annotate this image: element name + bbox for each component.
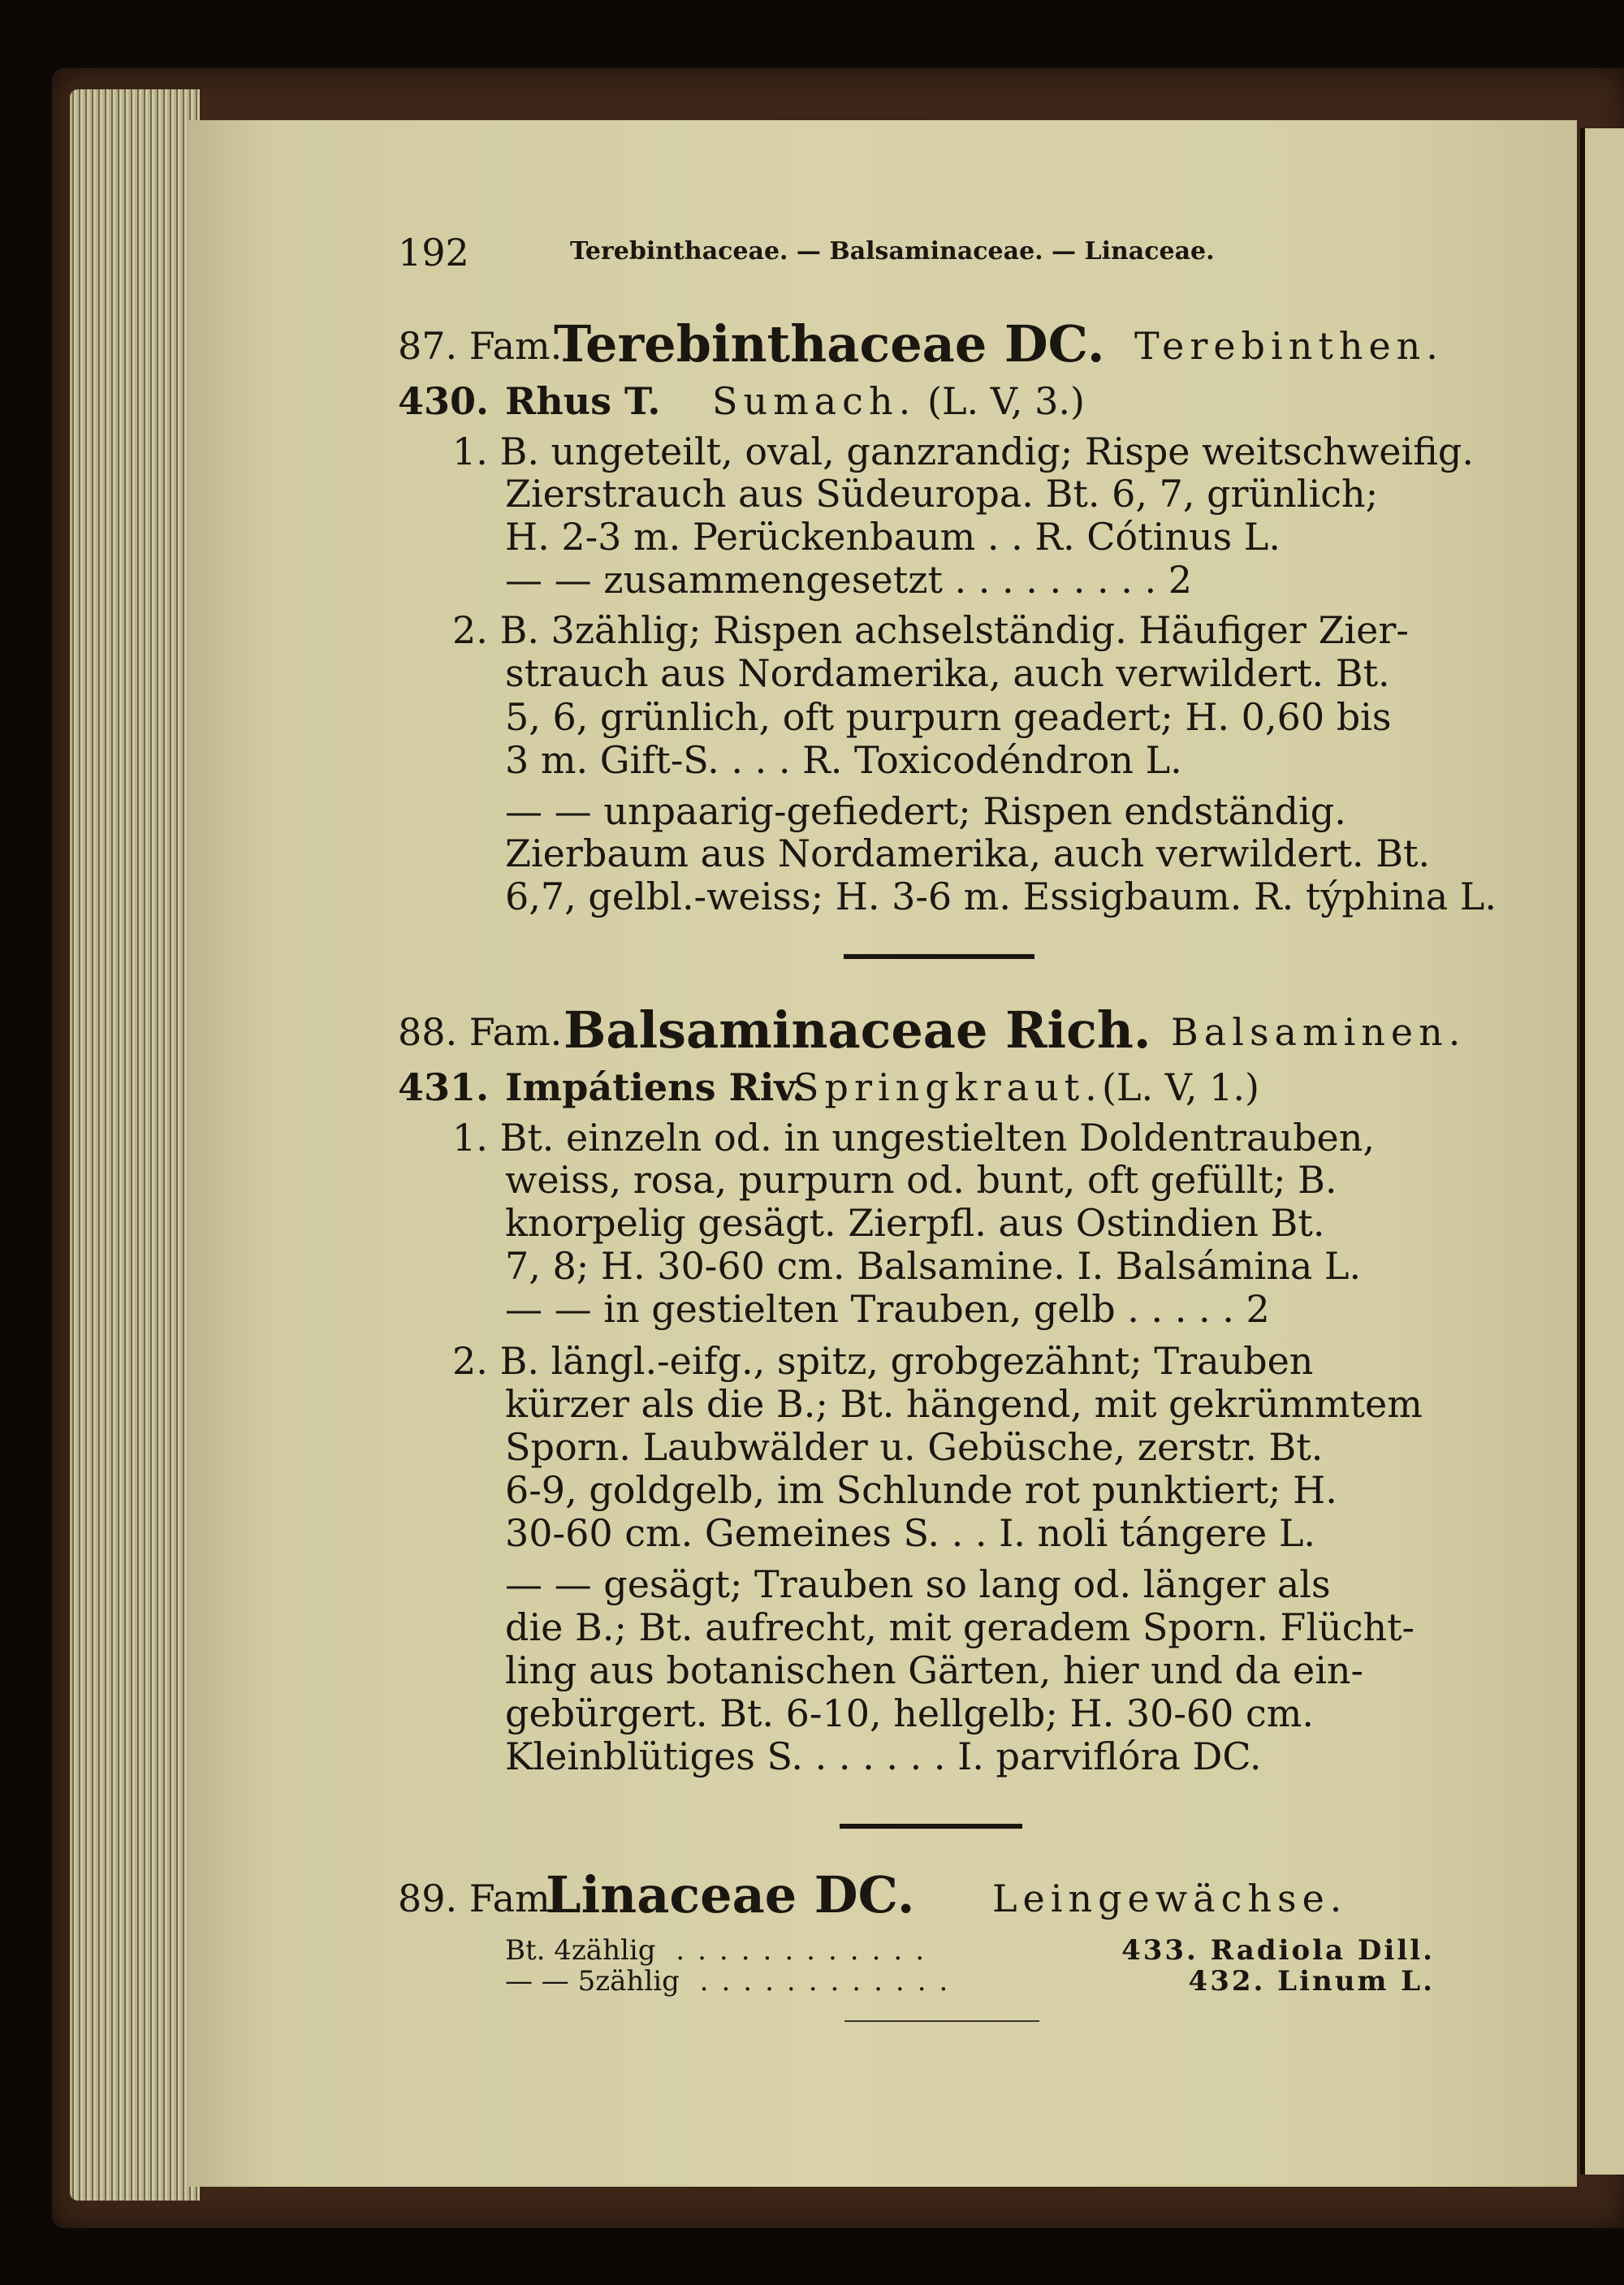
page-edges <box>70 89 200 2201</box>
key-line: 3 m. Gift-S. . . . R. Toxicodéndron L. <box>505 738 1182 782</box>
family-89-label: 89. Fam. <box>398 1877 563 1920</box>
key-line: Zierbaum aus Nordamerika, auch verwildert. Bt. <box>505 831 1431 875</box>
key-line: — — unpaarig-gefiedert; Rispen endständig. <box>505 789 1346 833</box>
key-line: 2. B. 3zählig; Rispen achselständig. Häufiger Zier- <box>452 608 1409 652</box>
genus-key-row <box>505 1934 1435 1967</box>
genus-430-common: Sumach. <box>712 379 917 423</box>
key-line: ling aus botanischen Gärten, hier und da ein- <box>505 1648 1364 1692</box>
key-line: 6-9, goldgelb, im Schlunde rot punktiert; H. <box>505 1468 1337 1512</box>
genus-431-ref: (L. V, 1.) <box>1102 1065 1259 1109</box>
key-line: 2. B. längl.-eifg., spitz, grobgezähnt; Trauben <box>452 1339 1314 1383</box>
genus-430-name: Rhus T. <box>505 379 661 423</box>
genus-key-row <box>505 1965 1435 1998</box>
section-divider <box>844 2020 1039 2022</box>
key-line: weiss, rosa, purpurn od. bunt, oft gefüllt; B. <box>505 1158 1337 1202</box>
page-number: 192 <box>398 231 469 274</box>
family-88-label: 88. Fam. <box>398 1010 563 1054</box>
genus-430-number: 430. <box>398 379 490 423</box>
key-line: Zierstrauch aus Südeuropa. Bt. 6, 7, grünlich; <box>505 472 1379 516</box>
key-line: strauch aus Nordamerika, auch verwildert. Bt. <box>505 651 1390 695</box>
family-87-common: Terebinthen. <box>1134 324 1444 368</box>
key-line: 7, 8; H. 30-60 cm. Balsamine. I. Balsámina L. <box>505 1244 1362 1288</box>
genus-431-name: Impátiens Riv. <box>505 1065 806 1109</box>
key-line: — — gesägt; Trauben so lang od. länger als <box>505 1562 1331 1606</box>
family-87-label: 87. Fam. <box>398 324 563 368</box>
key-line: H. 2-3 m. Perückenbaum . . R. Cótinus L. <box>505 515 1281 559</box>
key-line: knorpelig gesägt. Zierpfl. aus Ostindien Bt. <box>505 1201 1325 1245</box>
key-line: Kleinblütiges S. . . . . . . I. parviflóra DC. <box>505 1734 1262 1778</box>
family-89-common: Leingewächse. <box>992 1877 1348 1920</box>
genus-key-left: Bt. 4zählig <box>505 1934 656 1967</box>
book-page <box>188 120 1577 2187</box>
key-line: 1. Bt. einzeln od. in ungestielten Doldentrauben, <box>452 1116 1376 1160</box>
family-87-name: Terebinthaceae DC. <box>554 314 1105 374</box>
section-divider <box>844 954 1034 959</box>
key-line: die B.; Bt. aufrecht, mit geradem Sporn. Flücht- <box>505 1605 1415 1649</box>
genus-431-number: 431. <box>398 1065 490 1109</box>
family-89-name: Linaceae DC. <box>546 1865 915 1924</box>
key-line: gebürgert. Bt. 6-10, hellgelb; H. 30-60 cm. <box>505 1691 1315 1735</box>
next-page-edge <box>1580 128 1624 2175</box>
genus-431-common: Springkraut. <box>793 1065 1103 1109</box>
genus-key-left: — — 5zählig <box>505 1965 680 1998</box>
key-line: 30-60 cm. Gemeines S. . . I. noli tángere L. <box>505 1511 1316 1555</box>
key-line: 6,7, gelbl.-weiss; H. 3-6 m. Essigbaum. R. týphina L. <box>505 875 1497 918</box>
genus-key-right: 433. Radiola Dill. <box>1121 1934 1435 1967</box>
genus-key-right: 432. Linum L. <box>1188 1965 1435 1998</box>
key-line: kürzer als die B.; Bt. hängend, mit gekrümmtem <box>505 1382 1423 1426</box>
key-line: 1. B. ungeteilt, oval, ganzrandig; Rispe weitschweifig. <box>452 430 1474 473</box>
key-line: Sporn. Laubwälder u. Gebüsche, zerstr. Bt. <box>505 1425 1324 1469</box>
family-88-common: Balsaminen. <box>1171 1010 1466 1054</box>
genus-key-dots: ............ <box>699 1965 961 1998</box>
key-line: — — zusammengesetzt . . . . . . . . . 2 <box>505 558 1193 602</box>
key-line: 5, 6, grünlich, oft purpurn geadert; H. 0,60 bis <box>505 695 1392 739</box>
running-head: Terebinthaceae. — Balsaminaceae. — Linaceae. <box>570 237 1215 266</box>
section-divider <box>840 1824 1022 1829</box>
genus-key-dots: ............ <box>676 1934 938 1967</box>
family-88-name: Balsaminaceae Rich. <box>564 1000 1151 1060</box>
genus-430-ref: (L. V, 3.) <box>927 379 1085 423</box>
key-line: — — in gestielten Trauben, gelb . . . . . 2 <box>505 1287 1270 1331</box>
